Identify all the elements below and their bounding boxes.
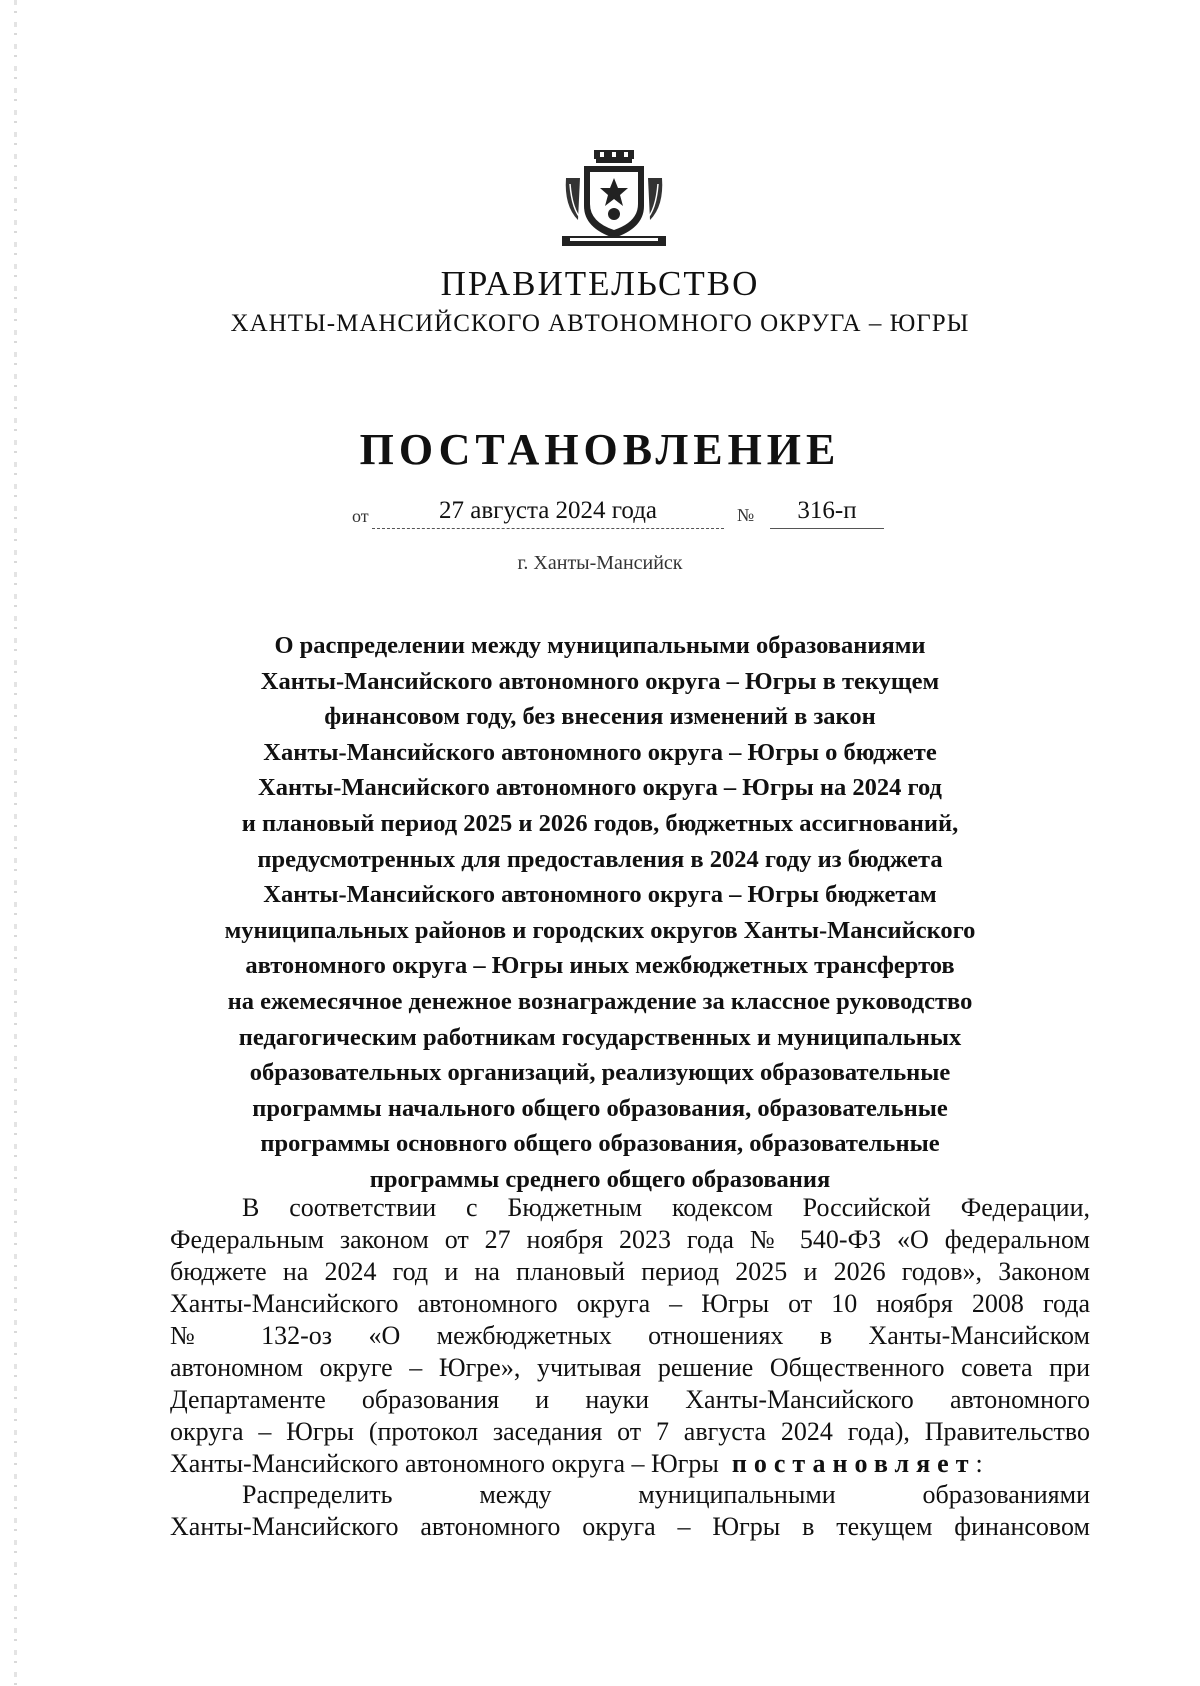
paragraph-line: автономном округе – Югре», учитывая решение Общественного совета при: [170, 1353, 1090, 1382]
preamble-last-text: Ханты-Мансийского автономного округа – Югры: [170, 1449, 719, 1478]
heading-line: финансовом году, без внесения изменений в закон: [324, 703, 876, 731]
paragraph-line: Распределить между муниципальными образованиями: [242, 1480, 1090, 1509]
heading-line: Ханты-Мансийского автономного округа – Югры бюджетам: [263, 881, 937, 909]
document-date: 27 августа 2024 года: [372, 496, 724, 529]
heading-line: Ханты-Мансийского автономного округа – Югры в текущем: [260, 667, 940, 695]
from-label: от: [352, 506, 369, 526]
paragraph-line: № 132-оз «О межбюджетных отношениях в Ханты-Мансийском: [170, 1321, 1090, 1350]
heading-line: автономного округа – Югры иных межбюджетных трансфертов: [245, 952, 955, 980]
operative-paragraph: [170, 1479, 1090, 1543]
document-heading: [150, 628, 1050, 1198]
preamble-paragraph: [170, 1192, 1090, 1480]
heading-line: программы основного общего образования, образовательные: [260, 1130, 940, 1158]
paragraph-line: округа – Югры (протокол заседания от 7 августа 2024 года), Правительство: [170, 1417, 1090, 1446]
decree-word: постановляет: [731, 1449, 976, 1478]
document-type: ПОСТАНОВЛЕНИЕ: [359, 425, 841, 474]
paragraph-line: Департаменте образования и науки Ханты-Мансийского автономного: [170, 1385, 1090, 1414]
decree-colon: :: [975, 1449, 983, 1478]
paragraph-line: Ханты-Мансийского автономного округа – Югры в текущем финансовом: [170, 1512, 1090, 1541]
coat-of-arms-icon: [560, 148, 668, 252]
paragraph-line: В соответствии с Бюджетным кодексом Российской Федерации,: [242, 1193, 1090, 1222]
heading-line: на ежемесячное денежное вознаграждение за классное руководство: [227, 987, 973, 1015]
region-title: ХАНТЫ-МАНСИЙСКОГО АВТОНОМНОГО ОКРУГА – ЮГРЫ: [230, 310, 970, 337]
number-label: №: [737, 505, 755, 525]
paragraph-line: бюджете на 2024 год и на плановый период 2025 и 2026 годов», Законом: [170, 1257, 1090, 1286]
heading-line: программы начального общего образования, образовательные: [252, 1094, 948, 1122]
heading-line: Ханты-Мансийского автономного округа – Югры на 2024 год: [258, 774, 942, 802]
heading-line: Ханты-Мансийского автономного округа – Югры о бюджете: [263, 738, 937, 766]
document-number: 316-п: [770, 496, 884, 529]
heading-line: и плановый период 2025 и 2026 годов, бюджетных ассигнований,: [241, 809, 959, 837]
paragraph-line: Федеральным законом от 27 ноября 2023 года № 540-ФЗ «О федеральном: [170, 1225, 1090, 1254]
heading-line: образовательных организаций, реализующих образовательные: [249, 1059, 951, 1087]
heading-line: О распределении между муниципальными образованиями: [274, 632, 926, 659]
scan-edge-artifact: [14, 0, 17, 1686]
heading-line: муниципальных районов и городских округов Ханты-Мансийского: [224, 916, 976, 944]
paragraph-line-final: [170, 1448, 1090, 1480]
document-city: г. Ханты-Мансийск: [517, 552, 683, 574]
heading-line: программы среднего общего образования: [369, 1165, 831, 1193]
heading-line: предусмотренных для предоставления в 2024 году из бюджета: [257, 845, 943, 873]
paragraph-line: Ханты-Мансийского автономного округа – Югры от 10 ноября 2008 года: [170, 1289, 1090, 1318]
government-title: ПРАВИТЕЛЬСТВО: [440, 264, 760, 303]
heading-line: педагогическим работникам государственных и муниципальных: [238, 1023, 962, 1051]
